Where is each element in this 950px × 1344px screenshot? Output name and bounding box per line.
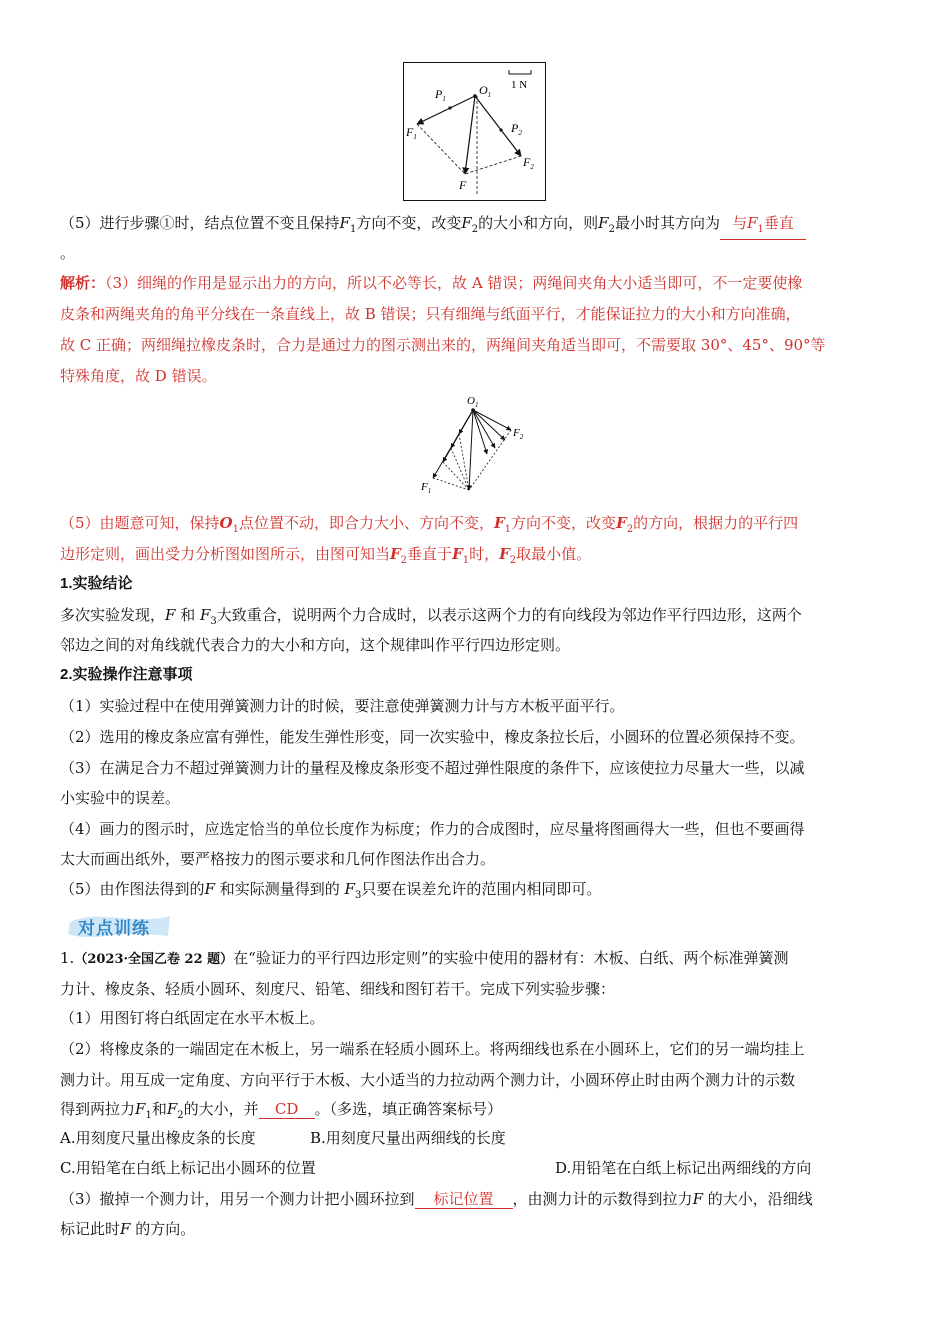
banner-text: 对点训练	[78, 919, 150, 938]
force-f1-arrow	[417, 96, 475, 124]
label-f2: $F_2$	[513, 427, 524, 441]
p2-point	[499, 128, 502, 131]
section-2-heading: 2.实验操作注意事项	[60, 666, 193, 683]
option-a: A.用刻度尺量出橡皮条的长度	[60, 1129, 256, 1147]
label-f2: $F_2$	[523, 155, 534, 171]
section-1-para-2: 邻边之间的对角线就代表合力的大小和方向，这个规律叫作平行四边形定则。	[60, 636, 571, 654]
problem-1-line-2: 力计、橡皮条、轻质小圆环、刻度尺、铅笔、细线和图钉若干。完成下列实验步骤：	[60, 980, 616, 998]
dashed-5	[433, 478, 469, 490]
parallelogram-side-1	[417, 124, 465, 174]
option-c: C.用铅笔在白纸上标记出小圆环的位置	[60, 1159, 316, 1177]
label-f1: $F_1$	[421, 481, 432, 495]
problem-1-line-1: 1.（2023·全国乙卷 22 题）在“验证力的平行四边形定则”的实验中使用的器材有：木板、白纸、两个标准弹簧测	[60, 949, 789, 967]
dashed-3	[451, 448, 469, 490]
question-5-line: （5）进行步骤①时，结点位置不变且保持$F_1$方向不变，改变$F_2$的大小和方向，则$F_2$最小时其方向为 与$F_1$垂直	[60, 212, 806, 241]
note-1: （1）实验过程中在使用弹簧测力计的时候，要注意使弹簧测力计与方木板平面平行。	[60, 697, 625, 715]
f1-partial-3	[443, 410, 473, 462]
label-p1: $P_1$	[435, 87, 446, 103]
option-d: D.用铅笔在白纸上标记出两细线的方向	[555, 1159, 812, 1177]
step-3b: 标记此时F 的方向。	[60, 1220, 196, 1238]
step-1: （1）用图钉将白纸固定在水平木板上。	[60, 1009, 325, 1027]
section-1-para-1: 多次实验发现，F 和 $F_3$大致重合，说明两个力合成时，以表示这两个力的有向线段为邻边作平行四边形，这两个	[60, 606, 802, 627]
step-2a: （2）将橡皮条的一端固定在木板上，另一端系在轻质小圆环上。将两细线也系在小圆环上，它们的另一端均挂上	[60, 1040, 805, 1058]
knot-point	[473, 94, 477, 98]
label-p2: $P_2$	[511, 121, 522, 137]
analysis-line-3: 故 C 正确；两细绳拉橡皮条时，合力是通过力的图示测出来的，两绳间夹角适当即可，不需要取 30°、45°、90°等	[60, 336, 826, 354]
answer-blank-3: 标记位置	[415, 1190, 513, 1209]
note-4b: 太大而画出纸外，要严格按力的图示要求和几何作图法作出合力。	[60, 850, 496, 868]
note-3a: （3）在满足合力不超过弹簧测力计的量程及橡皮条形变不超过弹性限度的条件下，应该使拉力尽量大一些，以减	[60, 759, 805, 777]
analysis-label: 解析：	[60, 274, 106, 292]
step-3a: （3）撤掉一个测力计，用另一个测力计把小圆环拉到 标记位置 ，由测力计的示数得到拉力F 的大小，沿细线	[60, 1190, 813, 1208]
analysis5-line-1: （5）由题意可知，保持$O_1$点位置不动，即合力大小、方向不变，$F_1$方向不变，改变$F_2$的方向，根据力的平行四	[60, 514, 799, 535]
analysis-line-1: 解析：（3）细绳的作用是显示出力的方向，所以不必等长，故 A 错误；两绳间夹角大小适当即可，不一定要使橡	[60, 274, 803, 292]
answer-blank-5: 与$F_1$垂直	[720, 214, 806, 240]
force-f-arrow	[465, 96, 475, 174]
force-diagram-figure	[403, 62, 547, 202]
p1-point	[448, 106, 451, 109]
scale-bar	[509, 70, 531, 74]
answer-blank-2: CD	[259, 1100, 315, 1119]
step-2c: 得到两拉力$F_1$和$F_2$的大小，并 CD 。（多选，填正确答案标号）	[60, 1100, 503, 1121]
label-o1: $O_1$	[467, 395, 479, 409]
note-4a: （4）画力的图示时，应选定恰当的单位长度作为标度；作力的合成图时，应尽量将图画得大一些，但也不要画得	[60, 820, 805, 838]
label-f1: $F_1$	[406, 125, 417, 141]
analysis5-line-2: 边形定则，画出受力分析图如图所示，由图可知当$F_2$垂直于$F_1$时，$F_2$取最小值。	[60, 545, 592, 566]
note-5: （5）由作图法得到的F 和实际测量得到的 $F_3$只要在误差允许的范围内相同即可。	[60, 880, 602, 901]
section-1-heading: 1.实验结论	[60, 575, 133, 592]
note-2: （2）选用的橡皮条应富有弹性，能发生弹性形变，同一次实验中，橡皮条拉长后，小圆环的位置必须保持不变。	[60, 728, 805, 746]
note-3b: 小实验中的误差。	[60, 789, 181, 807]
parallelogram-side-2	[465, 156, 521, 174]
training-banner	[66, 912, 174, 940]
option-b: B.用刻度尺量出两细线的长度	[310, 1129, 506, 1147]
analysis-line-4: 特殊角度，故 D 错误。	[60, 367, 217, 385]
label-o1: $O_1$	[479, 83, 492, 99]
force-analysis-figure	[415, 392, 535, 502]
resultant-force	[469, 410, 473, 490]
label-f: F	[459, 178, 467, 192]
question-5-end: 。	[60, 244, 76, 262]
step-2b: 测力计。用互成一定角度、方向平行于木板、大小适当的力拉动两个测力计，小圆环停止时由两个测力计的示数	[60, 1071, 796, 1089]
analysis-line-2: 皮条和两绳夹角的角平分线在一条直线上，故 B 错误；只有细绳与纸面平行，才能保证拉力的大小和方向准确，	[60, 305, 801, 323]
dashed-2	[459, 434, 469, 490]
scale-label: 1 N	[511, 79, 528, 91]
